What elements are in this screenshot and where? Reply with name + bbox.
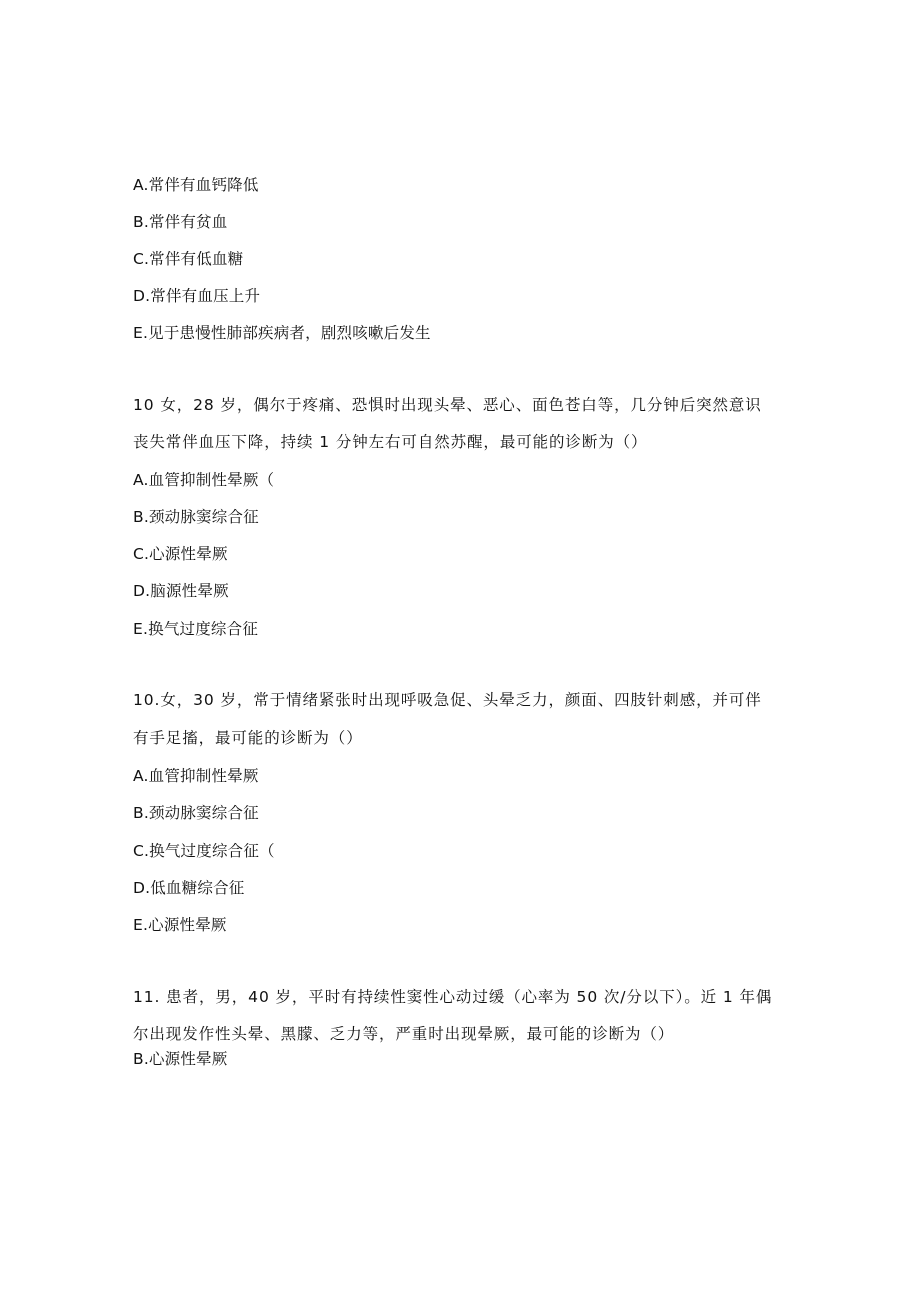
- option-line: D.低血糖综合征: [133, 879, 245, 897]
- option-line: B.心源性晕厥: [133, 1050, 228, 1068]
- option-line: D.脑源性晕厥: [133, 582, 229, 600]
- option-line: B.颈动脉窦综合征: [133, 508, 259, 526]
- option-line: A.血管抑制性晕厥: [133, 767, 259, 785]
- option-line: A.血管抑制性晕厥（: [133, 471, 275, 489]
- question-stem: 10.女，30 岁，常于情绪紧张时出现呼吸急促、头晕乏力，颜面、四肢针刺感，并可伴: [133, 691, 762, 709]
- option-line: C.心源性晕厥: [133, 545, 228, 563]
- option-line: D.常伴有血压上升: [133, 287, 261, 305]
- option-line: C.常伴有低血糖: [133, 250, 244, 268]
- option-line: E.换气过度综合征: [133, 620, 259, 638]
- option-line: C.换气过度综合征（: [133, 842, 275, 860]
- option-line: B.颈动脉窦综合征: [133, 804, 259, 822]
- question-stem: 10 女，28 岁，偶尔于疼痛、恐惧时出现头晕、恶心、面色苍白等，几分钟后突然意识: [133, 396, 762, 414]
- option-line: E.心源性晕厥: [133, 916, 227, 934]
- option-line: B.常伴有贫血: [133, 213, 228, 231]
- question-stem: 尔出现发作性头晕、黑朦、乏力等，严重时出现晕厥，最可能的诊断为（）: [133, 1025, 675, 1043]
- question-stem: 11. 患者，男，40 岁，平时有持续性窦性心动过缓（心率为 50 次/分以下）。近 1 年偶: [133, 988, 773, 1006]
- question-stem: 丧失常伴血压下降，持续 1 分钟左右可自然苏醒，最可能的诊断为（）: [133, 433, 648, 451]
- option-line: E.见于患慢性肺部疾病者，剧烈咳嗽后发生: [133, 324, 431, 342]
- option-line: A.常伴有血钙降低: [133, 176, 259, 194]
- question-stem: 有手足搐，最可能的诊断为（）: [133, 729, 363, 747]
